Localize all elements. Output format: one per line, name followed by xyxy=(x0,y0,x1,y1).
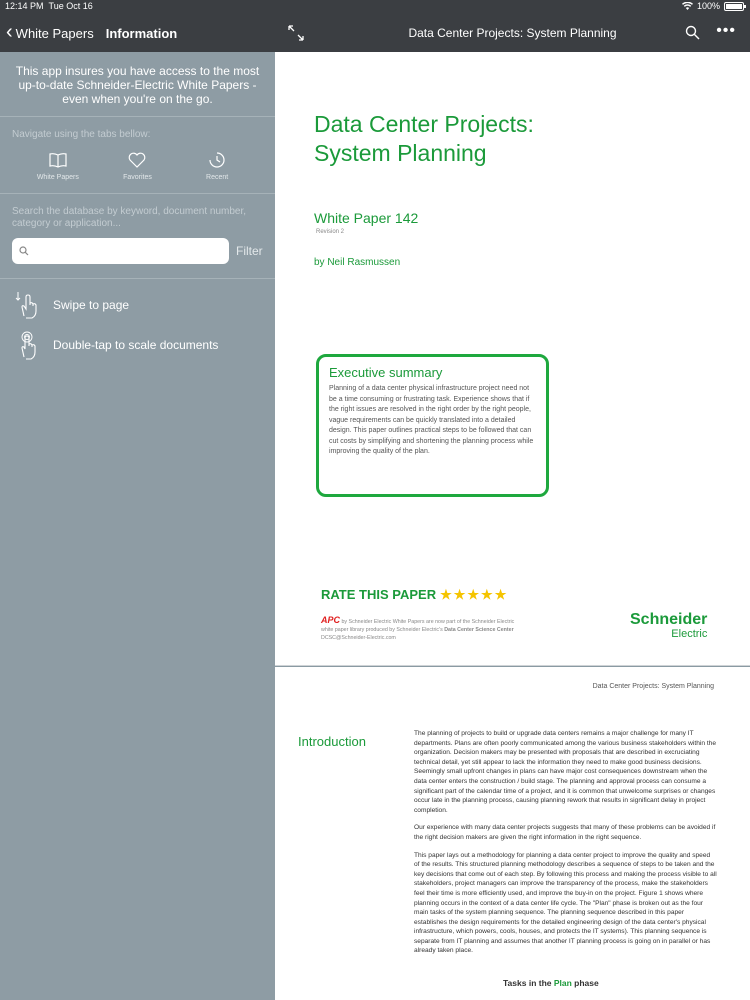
document-search-icon[interactable] xyxy=(685,25,700,40)
more-options-icon[interactable]: ••• xyxy=(716,22,736,39)
status-bar xyxy=(0,0,750,14)
search-box[interactable] xyxy=(12,238,229,264)
executive-summary-box xyxy=(316,354,549,497)
tabs-legend xyxy=(0,140,275,194)
executive-summary-text: Planning of a data center physical infrastructure project need not be a time consuming or frustrating task. Experience shows that if the right issues are resolved in the right order by the right people, vague requirements can be quickly translated into a detailed design. This paper outlines practical steps to be followed that can cut costs by simplifying and shortening the planning process while improving the quality of the plan. xyxy=(329,385,534,455)
search-icon xyxy=(19,246,29,256)
swipe-hand-icon xyxy=(14,290,40,320)
introduction-heading: Introduction xyxy=(298,734,366,749)
search-hint: Search the database by keyword, document number, category or application... xyxy=(12,206,247,229)
document-toolbar xyxy=(275,14,750,52)
filter-button[interactable]: Filter xyxy=(236,244,263,258)
gesture-label: Double-tap to scale documents xyxy=(53,338,219,352)
doc-cover-title: Data Center Projects: System Planning xyxy=(314,111,534,166)
battery-icon xyxy=(724,2,744,11)
schneider-electric-logo: Schneider Electric xyxy=(630,611,708,640)
tab-label: Favorites xyxy=(123,174,152,181)
apc-logo: APC xyxy=(321,615,341,625)
tap-hand-icon xyxy=(14,330,40,360)
search-input[interactable] xyxy=(33,241,229,261)
tab-favorites[interactable] xyxy=(102,150,172,181)
executive-summary-title: Executive summary xyxy=(329,365,443,380)
document-page-cover xyxy=(275,52,750,666)
tab-label: Recent xyxy=(206,174,229,181)
revision: Revision 2 xyxy=(316,229,345,235)
running-head: Data Center Projects: System Planning xyxy=(592,683,714,690)
gesture-label: Swipe to page xyxy=(53,298,130,312)
author: by Neil Rasmussen xyxy=(314,257,401,268)
sidebar-nav-bar xyxy=(0,14,275,52)
chevron-left-icon: ‹ xyxy=(6,21,13,43)
intro-text: This app insures you have access to the most up-to-date Schneider-Electric White Papers - even when you're on the go. xyxy=(0,52,275,117)
back-button[interactable] xyxy=(6,21,94,43)
wifi-icon xyxy=(682,2,693,10)
status-time: 12:14 PM Tue Oct 16 xyxy=(5,1,93,11)
back-label: White Papers xyxy=(15,25,94,41)
book-icon xyxy=(48,150,68,170)
search-row xyxy=(0,238,275,279)
gesture-swipe xyxy=(0,285,275,325)
sidebar-title: Information xyxy=(105,25,178,41)
rate-this-paper[interactable]: RATE THIS PAPER ★★★★★ xyxy=(321,587,509,602)
sidebar xyxy=(0,14,275,1000)
gesture-double-tap xyxy=(0,325,275,365)
apc-note: APC by Schneider Electric White Papers are now part of the Schneider Electric white paper library produced by Schneider Electric's Data Center Science Center DCSC@Schneider-Electric.com xyxy=(321,615,515,641)
heart-icon xyxy=(127,150,147,170)
rating-stars[interactable]: ★★★★★ xyxy=(440,587,509,602)
figure-caption: Tasks in the Plan phase xyxy=(503,978,599,988)
introduction-body: The planning of projects to build or upgrade data centers remains a major challenge for many IT departments. Plans are often poorly communicated among the various business stakeholders within the organization. Decision makers may be presented with proposals that are described in excruciating technical detail, yet still appear to lack the information they need to make good business decisions. Seemingly small upfront changes in plans can have major cost consequences downstream when the data center enters the construction / build stage. The planning and approval process can consume a significant part of the calendar time of a project, and it is common that unwelcome surprises or changes occur late in the planning process, causing planning rework that results in significant delay in project completion. Our experience with many data center projects suggests that many of these problems can be avoided if the right decision makers are given the right information in the right sequence. This paper lays out a methodology for planning a data center project to improve the quality and speed of the results. This structured planning methodology describes a sequence of steps to be taken and the key decisions that come out of each step. By following this process and making the process visible to all stakeholders, project managers can improve the transparency of the process, make the stakeholders feel their time is more efficiently used, and improve the buy-in on the project. Figure 1 shows where planning occurs in the context of a data center life cycle. The "Plan" phase is broken out as the four main tasks of the system planning sequence. The planning sequence described in this paper establishes the design requirements for the detailed engineering design of the data center's physical infrastructure, which powers, cools, houses, and protects the IT systems). This planning sequence is separate from IT planning and assumes that another IT planning process is going on in parallel or has already taken place. xyxy=(414,730,717,955)
tab-white-papers[interactable] xyxy=(23,150,93,181)
clock-icon xyxy=(207,150,227,170)
white-paper-number: White Paper 142 xyxy=(314,210,419,226)
tabs-hint: Navigate using the tabs bellow: xyxy=(12,129,151,140)
document-page-2 xyxy=(275,667,750,1000)
battery-percent: 100% xyxy=(696,1,720,11)
document-title: Data Center Projects: System Planning xyxy=(408,26,617,40)
tab-recent[interactable] xyxy=(182,150,252,181)
tab-label: White Papers xyxy=(36,174,79,181)
